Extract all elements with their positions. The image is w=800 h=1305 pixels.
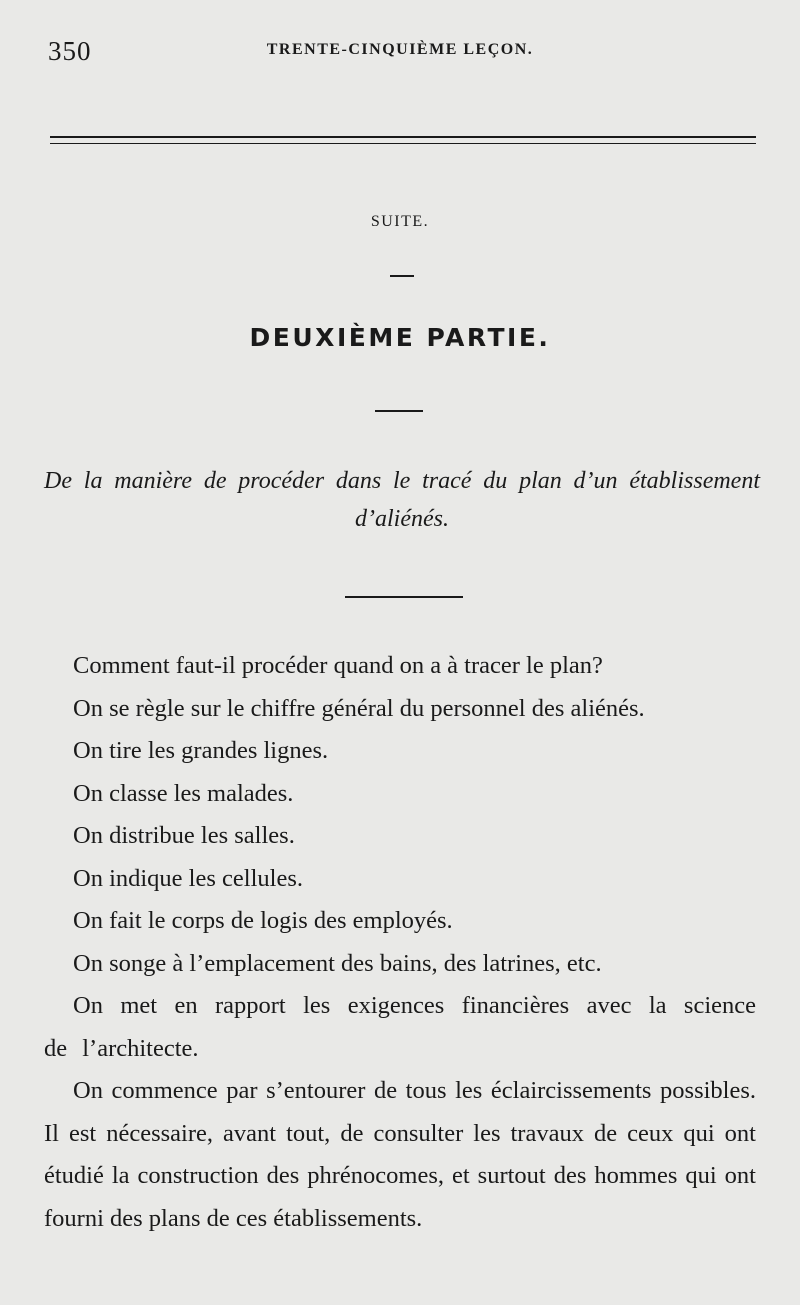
separator-long (345, 596, 463, 598)
paragraph: On se règle sur le chiffre général du personnel des aliénés. (73, 694, 645, 722)
paragraph: On met en rapport les exigences financières avec la science de l’architecte. (44, 992, 756, 1062)
section-suite-label: SUITE. (370, 213, 430, 230)
paragraph: On indique les cellules. (73, 864, 303, 892)
paragraph: Comment faut-il procéder quand on a à tracer le plan? (73, 652, 603, 679)
paragraph: On fait le corps de logis des employés. (73, 907, 453, 934)
separator-short (390, 275, 414, 277)
paragraph: On tire les grandes lignes. (73, 737, 329, 764)
running-head: TRENTE-CINQUIÈME LEÇON. (266, 41, 534, 58)
paragraph: On distribue les salles. (73, 822, 295, 849)
body-text (44, 645, 756, 1240)
section-subtitle: De la manière de procéder dans le tracé du plan d’un établissement d’aliénés. (44, 468, 760, 532)
header-double-rule (50, 136, 756, 144)
page-number: 350 (48, 36, 92, 66)
paragraph: On songe à l’emplacement des bains, des latrines, etc. (73, 949, 602, 977)
part-title: DEUXIÈME PARTIE. (249, 323, 551, 352)
separator-mid (375, 410, 423, 412)
paragraph: On commence par s’entourer de tous les éclaircissements possibles. Il est nécessaire, avant tout, de consulter les travaux de ceux qui ont étudié la construction des phrénocomes, et surtout des hommes qui ont fourni des plans de ces établissements. (44, 1077, 756, 1232)
paragraph: On classe les malades. (73, 779, 294, 807)
